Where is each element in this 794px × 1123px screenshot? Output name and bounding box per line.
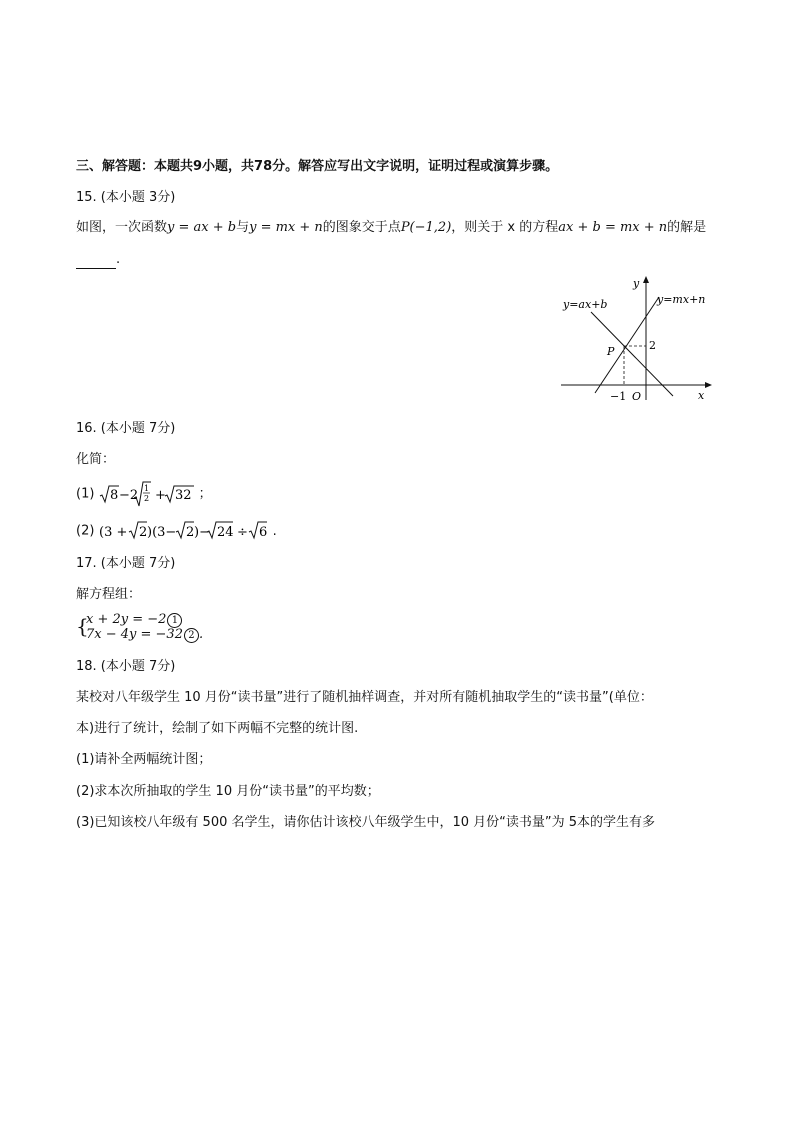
radicand-2b: 2 bbox=[185, 525, 194, 540]
q16-intro: 化简： bbox=[76, 452, 116, 467]
q16-part2 bbox=[76, 518, 277, 544]
q15-answer-period: . bbox=[116, 252, 121, 267]
q17-equation-1-text: x + 2y = −2 bbox=[86, 612, 167, 627]
divide-sign: ÷ bbox=[236, 525, 248, 540]
q15-answer-blank[interactable] bbox=[76, 256, 116, 269]
system-brace: { bbox=[76, 614, 89, 638]
plus-sign: + bbox=[154, 488, 166, 503]
label-x-axis: x bbox=[698, 389, 705, 402]
q16-part1-expression bbox=[99, 480, 199, 508]
q15-text-d: ，则关于 x 的方程 bbox=[451, 220, 559, 235]
q17-equation-2-text: 7x − 4y = −32 bbox=[86, 627, 183, 642]
open-paren-3: (3 + bbox=[98, 525, 127, 540]
close-open-paren: )(3− bbox=[146, 525, 176, 540]
q15-header: 15. (本小题 3分) bbox=[76, 190, 176, 205]
q15-text-b: 与 bbox=[236, 220, 250, 235]
q16-part2-end: . bbox=[272, 523, 277, 539]
q16-part2-expression bbox=[99, 518, 279, 544]
q16-part1-label: (1) bbox=[76, 486, 95, 502]
fraction-num-1: 1 bbox=[143, 484, 149, 493]
label-point-p: P bbox=[607, 345, 615, 358]
label-line1: y=ax+b bbox=[563, 298, 608, 311]
x-axis-arrow bbox=[705, 382, 712, 388]
q17-header: 17. (本小题 7分) bbox=[76, 556, 176, 571]
q15-point: P(−1,2) bbox=[400, 220, 452, 235]
q15-text-a: 如图，一次函数 bbox=[76, 220, 168, 235]
q15-function-2: y = mx + n bbox=[249, 220, 323, 235]
q15-text-c: 的图象交于点 bbox=[322, 220, 401, 235]
q15-answer-line bbox=[76, 251, 120, 269]
q16-part1 bbox=[76, 480, 212, 508]
q18-paragraph-1: 某校对八年级学生 10 月份“读书量”进行了随机抽样调查，并对所有随机抽取学生的“读书量”(单位： bbox=[76, 690, 653, 705]
q16-part2-label: (2) bbox=[76, 523, 95, 539]
q15-function-1: y = ax + b bbox=[167, 220, 237, 235]
q18-subquestion-1: (1)请补全两幅统计图； bbox=[76, 752, 212, 767]
q18-header: 18. (本小题 7分) bbox=[76, 659, 176, 674]
label-y-axis: y bbox=[633, 277, 640, 290]
label-tick-neg1: −1 bbox=[610, 390, 627, 403]
label-line2: y=mx+n bbox=[657, 293, 706, 306]
q16-part1-end: ； bbox=[198, 486, 212, 502]
line-ax-plus-b bbox=[591, 312, 673, 396]
q15-text-e: 的解是 bbox=[667, 220, 707, 235]
label-tick-2: 2 bbox=[649, 339, 656, 352]
radicand-24: 24 bbox=[216, 525, 234, 540]
q15-text bbox=[76, 219, 706, 237]
label-origin: O bbox=[632, 390, 642, 403]
q16-header: 16. (本小题 7分) bbox=[76, 421, 176, 436]
circled-mark-2: 2 bbox=[184, 628, 199, 643]
q15-equation: ax + b = mx + n bbox=[558, 220, 668, 235]
minus-2: −2 bbox=[118, 488, 138, 503]
circled-mark-1: 1 bbox=[167, 613, 182, 628]
q15-graph bbox=[555, 275, 725, 405]
close-paren-minus: )− bbox=[193, 525, 210, 540]
section-heading: 三、解答题：本题共9小题，共78分。解答应写出文字说明，证明过程或演算步骤。 bbox=[76, 159, 559, 174]
y-axis-arrow bbox=[643, 276, 649, 283]
q17-equation-2 bbox=[86, 628, 203, 643]
radicand-32: 32 bbox=[174, 488, 192, 503]
q18-subquestion-3: (3)已知该校八年级有 500 名学生，请你估计该校八年级学生中，10 月份“读书量”为 5本的学生有多 bbox=[76, 815, 656, 830]
radicand-8: 8 bbox=[109, 488, 118, 503]
q17-equation-1 bbox=[86, 613, 182, 628]
q17-intro: 解方程组： bbox=[76, 587, 142, 602]
q18-subquestion-2: (2)求本次所抽取的学生 10 月份“读书量”的平均数； bbox=[76, 784, 380, 799]
radicand-2a: 2 bbox=[138, 525, 147, 540]
q18-paragraph-2: 本)进行了统计，绘制了如下两幅不完整的统计图. bbox=[76, 721, 359, 736]
radicand-6: 6 bbox=[258, 525, 267, 540]
fraction-den-2: 2 bbox=[143, 494, 149, 503]
q17-end-period: . bbox=[198, 627, 204, 642]
